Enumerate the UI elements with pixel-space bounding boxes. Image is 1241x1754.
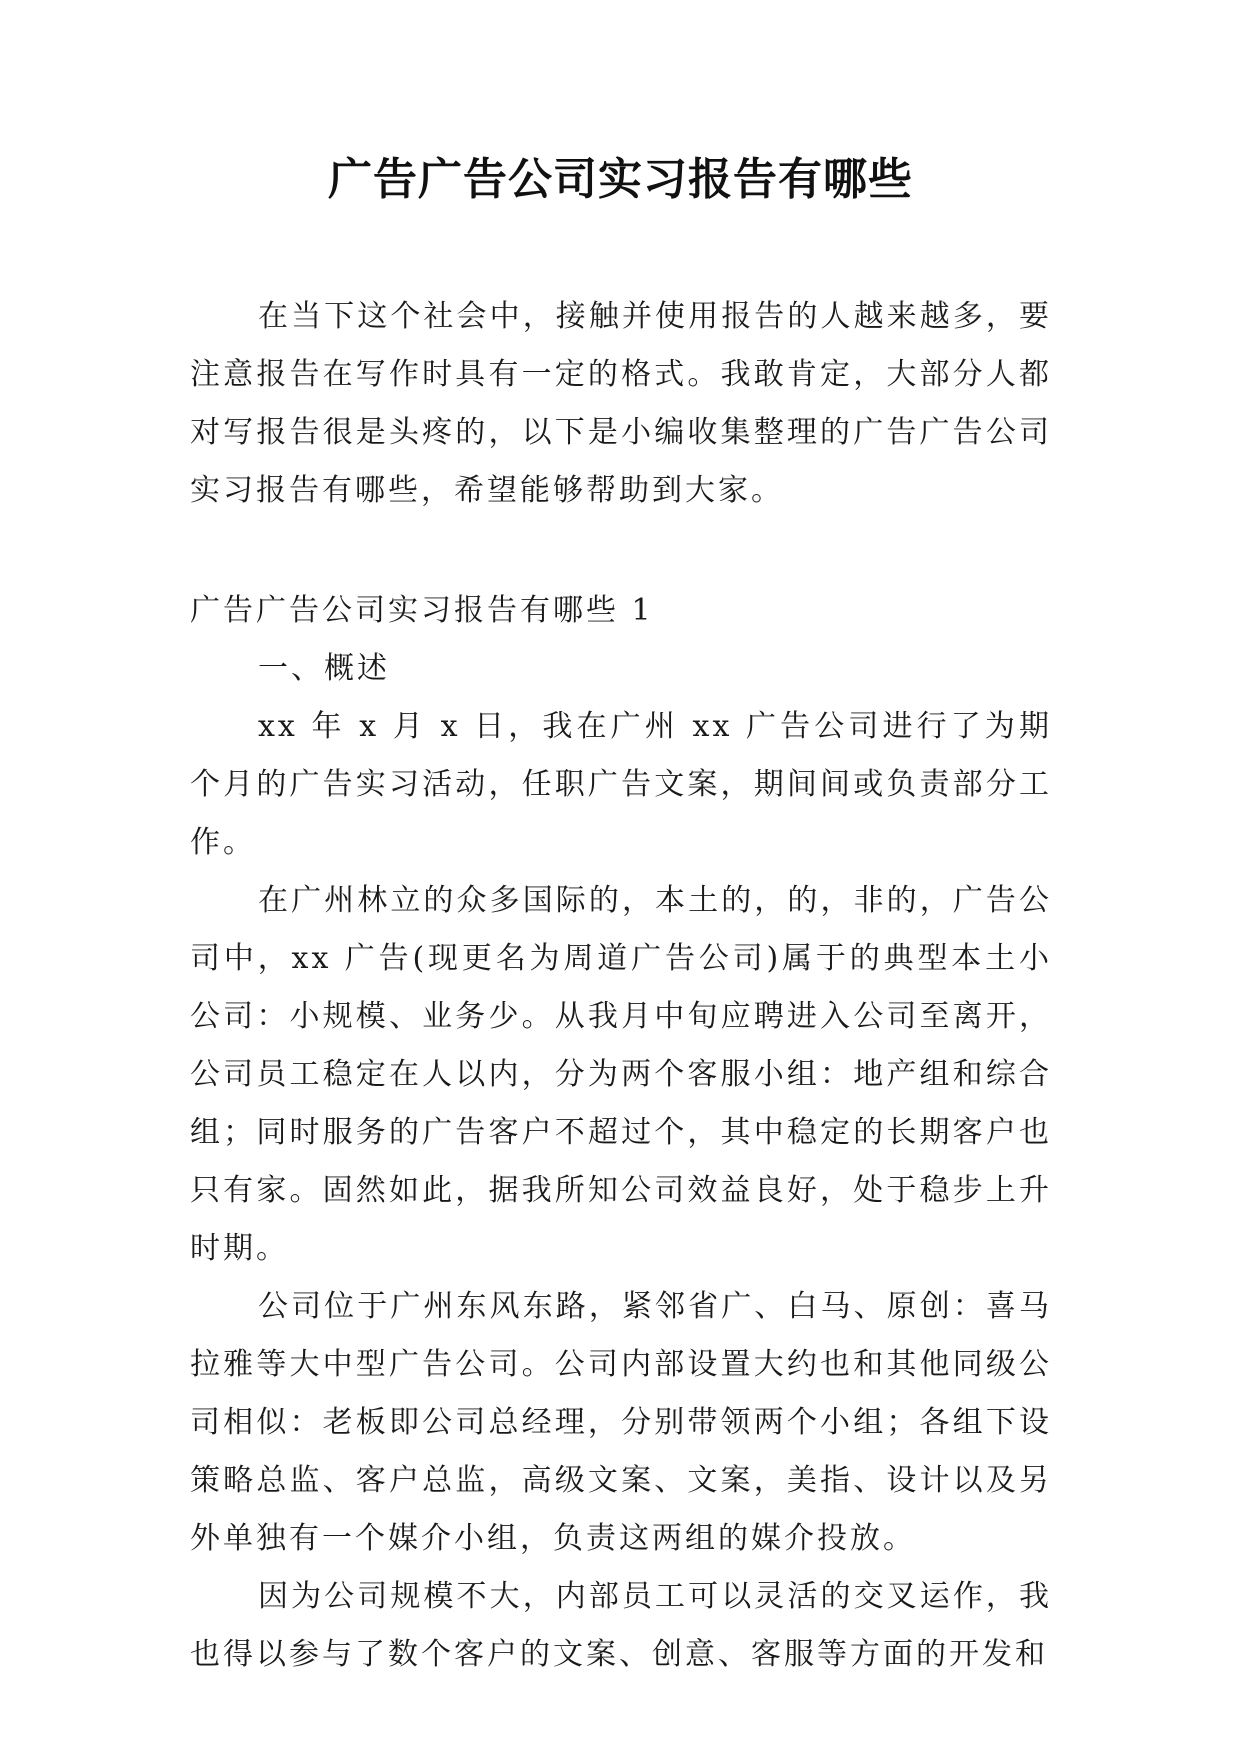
body-paragraph: 因为公司规模不大，内部员工可以灵活的交叉运作，我也得以参与了数个客户的文案、创意、客服等方面的开发和 <box>190 1579 1052 1672</box>
document-title: 广告广告公司实习报告有哪些 <box>328 154 913 205</box>
body-paragraph: xx 年 x 月 x 日，我在广州 xx 广告公司进行了为期个月的广告实习活动，任职广告文案，期间间或负责部分工作。 <box>190 709 1052 860</box>
main-body <box>190 698 1052 1684</box>
subsection-block <box>190 640 1052 698</box>
intro-paragraph: 在当下这个社会中，接触并使用报告的人越来越多，要注意报告在写作时具有一定的格式。我敢肯定，大部分人都对写报告很是头疼的，以下是小编收集整理的广告广告公司实习报告有哪些，希望能够帮助到大家。 <box>190 299 1052 508</box>
subsection-heading: 一、概述 <box>258 651 390 686</box>
body-paragraph: 公司位于广州东风东路，紧邻省广、白马、原创：喜马拉雅等大中型广告公司。公司内部设置大约也和其他同级公司相似：老板即公司总经理，分别带领两个小组；各组下设策略总监、客户总监，高级文案、文案，美指、设计以及另外单独有一个媒介小组，负责这两组的媒介投放。 <box>190 1289 1052 1556</box>
intro-block <box>190 288 1052 520</box>
body-paragraph: 在广州林立的众多国际的，本土的，的，非的，广告公司中，xx 广告(现更名为周道广告公司)属于的典型本土小公司：小规模、业务少。从我月中旬应聘进入公司至离开，公司员工稳定在人以内，分为两个客服小组：地产组和综合组；同时服务的广告客户不超过个，其中稳定的长期客户也只有家。固然如此，据我所知公司效益良好，处于稳步上升时期。 <box>190 883 1052 1266</box>
section-heading-block <box>190 582 1052 640</box>
section-heading: 广告广告公司实习报告有哪些 1 <box>190 593 654 628</box>
